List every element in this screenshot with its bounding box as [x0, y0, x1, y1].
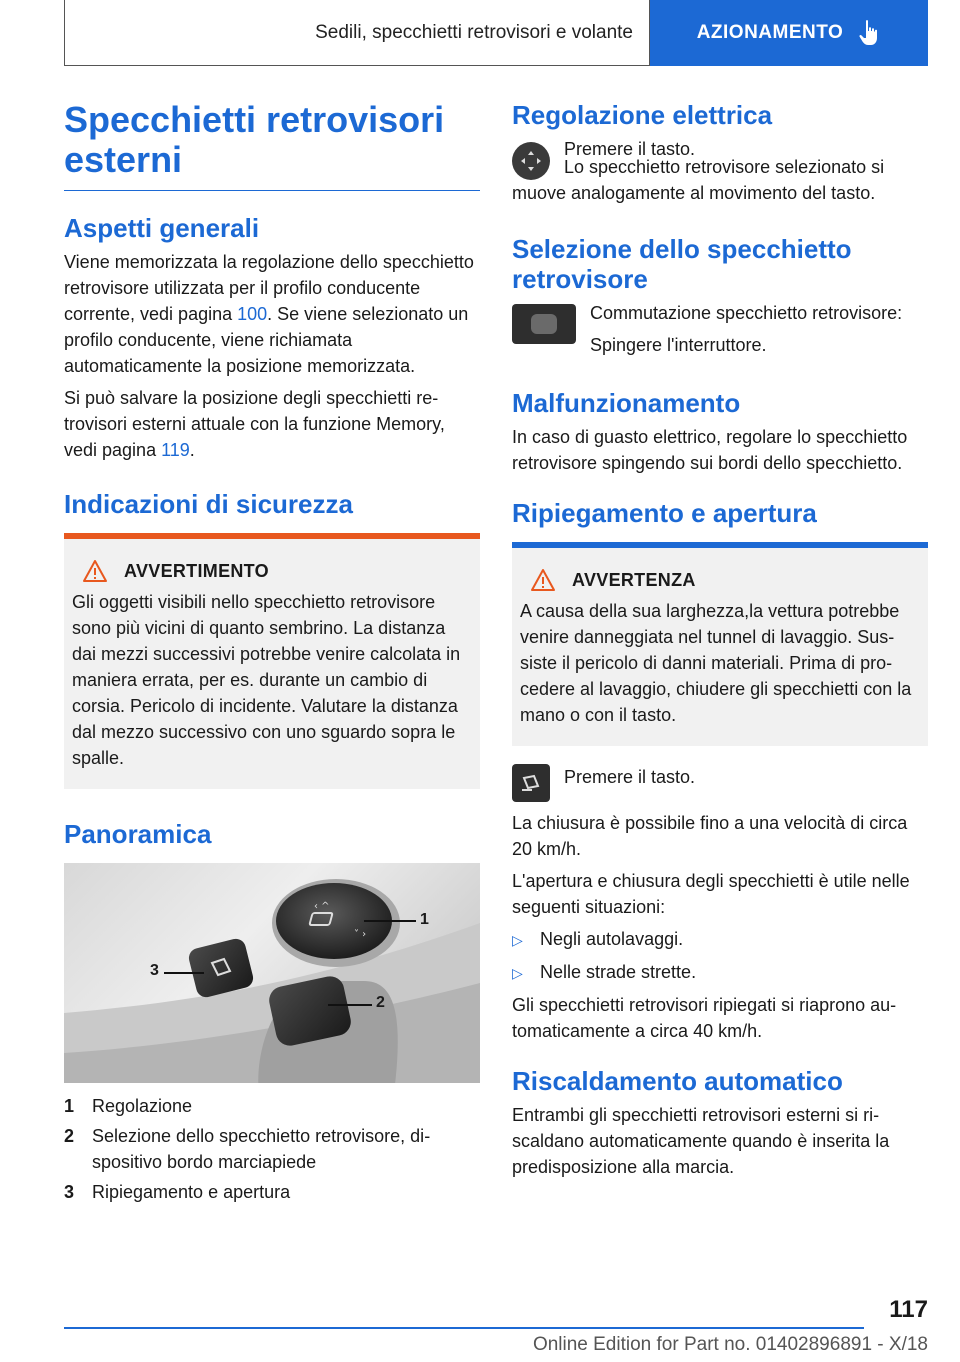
heading-selection: Selezione dello specchietto retrovisore [512, 234, 852, 294]
warning-title: AVVERTIMENTO [124, 560, 269, 581]
page-title: Specchietti retrovisori esterni [64, 100, 480, 191]
heading-general: Aspetti generali [64, 213, 260, 243]
warning-box [64, 533, 480, 789]
selector-switch-icon [512, 304, 576, 344]
list-item: 1 Regolazione [64, 1096, 193, 1116]
heading-heating: Riscaldamento automatico [512, 1066, 843, 1096]
folding-bullets [512, 926, 928, 986]
notice-box [512, 542, 928, 746]
notice-text: A causa della sua larghezza,la vettura potrebbe venire danneggiata nel tunnel di lavaggio. Sussiste il pericolo di danni materiali. Prima di procedere al lavaggio, chiudere gli specchietti con la mano o con il tasto. [520, 601, 912, 725]
callout-2: 2 [376, 994, 385, 1011]
left-column [64, 100, 480, 1209]
mirror-controls-illustration [64, 863, 480, 1083]
svg-text:˅ ›: ˅ › [354, 929, 367, 940]
notice-title: AVVERTENZA [572, 569, 696, 590]
warning-triangle-icon [82, 559, 108, 583]
page-link-119[interactable]: 119 [161, 440, 190, 460]
bullet-triangle-icon: ▷ [512, 965, 523, 981]
heading-malfunction: Malfunzionamento [512, 388, 741, 418]
folding-step: Premere il tasto. [564, 767, 696, 787]
heating-text: Entrambi gli specchietti retrovisori esterni si riscaldano automaticamente quando è inserita la predisposizione alla marcia. [512, 1105, 890, 1177]
chapter-tab [650, 0, 928, 66]
chapter-label: AZIONAMENTO [696, 22, 844, 43]
folding-paragraph-1: La chiusura è possibile fino a una velocità di circa 20 km/h. [512, 813, 908, 859]
callout-3: 3 [150, 962, 159, 979]
section-title: Sedili, specchietti retrovisori e volante [64, 0, 650, 66]
page-number: 117 [889, 1296, 928, 1323]
selection-step-2: Spingere l'interruttore. [590, 335, 767, 355]
right-column [512, 100, 928, 1186]
electric-step: Premere il tasto. [564, 139, 696, 159]
adjust-button-icon [512, 142, 550, 180]
malfunction-text: In caso di guasto elettrico, regolare lo specchietto retrovisore spingendo sui bordi dello specchietto. [512, 427, 908, 473]
page-link-100[interactable]: 100 [237, 304, 268, 324]
list-item: 2 Selezione dello specchietto retrovisore, dispositivo bordo marciapiede [64, 1126, 431, 1172]
folding-paragraph-3: Gli specchietti retrovisori ripiegati si riaprono automaticamente a circa 40 km/h. [512, 995, 897, 1041]
folding-paragraph-2: L'apertura e chiusura degli specchietti è utile nelle seguenti situazioni: [512, 871, 910, 917]
bullet-triangle-icon: ▷ [512, 932, 523, 948]
selection-step-1: Commutazione specchietto retrovisore: [590, 303, 903, 323]
general-paragraph-1: Viene memorizzata la regolazione dello specchietto retrovisore utilizzata per il profilo conducente corrente, vedi pagina 100. Se viene selezionato un profilo conducente, viene richiamata automaticamente la posizione memorizzata. [64, 252, 474, 376]
callout-1: 1 [420, 911, 429, 928]
warning-triangle-icon [530, 568, 556, 592]
list-item: ▷ Negli autolavaggi. [512, 926, 928, 953]
warning-text: Gli oggetti visibili nello specchietto retrovisore sono più vicini di quanto sembrino. La distanza dai mezzi successivi potrebbe venire calcolata in maniera errata, per es. durante un cambio di corsia. Pericolo di incidente. Valutare la distanza dal mezzo successivo con uno sguardo sopra le spalle. [72, 592, 461, 768]
list-item: ▷ Nelle strade strette. [512, 959, 928, 986]
heading-electric: Regolazione elettrica [512, 100, 773, 130]
heading-folding: Ripiegamento e apertura [512, 498, 817, 528]
heading-safety: Indicazioni di sicurezza [64, 489, 353, 519]
page-header [64, 0, 928, 66]
edition-text: Online Edition for Part no. 01402896891 - X/18 [532, 1334, 928, 1355]
footer-divider [64, 1327, 864, 1329]
heading-overview: Panoramica [64, 819, 212, 849]
general-paragraph-2: Si può salvare la posizione degli specchietti retrovisori esterni attuale con la funzione Memory, vedi pagina 119. [64, 388, 445, 460]
list-item: 3 Ripiegamento e apertura [64, 1182, 291, 1202]
legend-list [64, 1093, 480, 1205]
door-panel-drawing [64, 863, 480, 1083]
electric-text: Lo specchietto retrovisore selezionato si muove analogamente al movimento del tasto. [512, 157, 885, 203]
svg-text:‹ ^: ‹ ^ [314, 901, 330, 912]
hand-pointer-icon [857, 19, 881, 47]
fold-button-icon [512, 764, 550, 802]
